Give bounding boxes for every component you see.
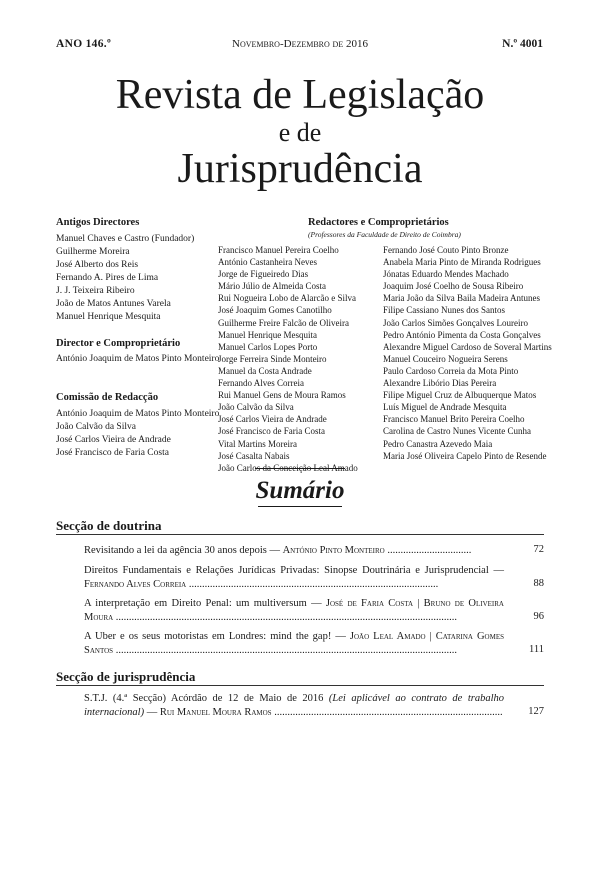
toc-entry-author: José de Faria Costa | Bruno de Oliveira Moura xyxy=(84,598,504,623)
redactor-item: Anabela Maria Pinto de Miranda Rodrigues xyxy=(383,257,541,268)
jurisprudencia-rule xyxy=(56,685,544,686)
antigos-item: Manuel Chaves e Castro (Fundador) xyxy=(56,234,195,244)
comissao-list xyxy=(56,408,219,460)
redactor-item: José Carlos Vieira de Andrade xyxy=(218,414,327,425)
journal-title-line3: Jurisprudência xyxy=(177,146,423,192)
toc-entry-page: 88 xyxy=(533,578,544,589)
comissao-item: João Calvão da Silva xyxy=(56,422,136,432)
redactor-item: João Carlos da Conceição Leal Amado xyxy=(218,462,358,473)
toc-entry-title: Revisitando a lei da agência 30 anos depois — xyxy=(84,545,283,556)
toc-entry-author: António Pinto Monteiro xyxy=(282,545,385,556)
toc-leader: .................................................................................................................................. xyxy=(113,612,458,623)
sumario-underline xyxy=(258,506,342,507)
redactores-col2 xyxy=(383,244,552,462)
toc-entry[interactable] xyxy=(84,630,504,658)
redactor-item: Pedro Canastra Azevedo Maia xyxy=(383,438,493,449)
sumario-top-rule xyxy=(255,468,345,469)
comissao-item: José Francisco de Faria Costa xyxy=(56,448,169,458)
redactor-item: Jorge Ferreira Sinde Monteiro xyxy=(218,353,327,364)
redactores-subheading: (Professores da Faculdade de Direito de Coimbra) xyxy=(308,230,461,239)
antigos-item: João de Matos Antunes Varela xyxy=(56,299,171,309)
toc-entry-title: A interpretação em Direito Penal: um multiversum — xyxy=(84,598,326,609)
antigos-heading: Antigos Directores xyxy=(56,217,140,228)
redactor-item: José Francisco de Faria Costa xyxy=(218,426,325,437)
toc-entry-author: Rui Manuel Moura Ramos xyxy=(159,707,272,718)
redactor-item: Vital Martins Moreira xyxy=(218,438,297,449)
toc-entry-title: A Uber e os seus motoristas em Londres: mind the gap! — xyxy=(84,631,350,642)
toc-entry-page: 96 xyxy=(533,611,544,622)
toc-entry-title: S.T.J. (4.ª Secção) Acórdão de 12 de Maio de 2016 xyxy=(84,693,329,704)
comissao-item: José Carlos Vieira de Andrade xyxy=(56,435,171,445)
doutrina-rule xyxy=(56,534,544,535)
jurisprudencia-heading: Secção de jurisprudência xyxy=(56,669,196,684)
redactor-item: José Casalta Nabais xyxy=(218,450,290,461)
toc-entry-author: Fernando Alves Correia xyxy=(84,579,187,590)
toc-entry-sep: — xyxy=(144,707,160,718)
redactores-col1 xyxy=(218,244,358,474)
redactor-item: Rui Nogueira Lobo de Alarcão e Silva xyxy=(218,293,356,304)
redactor-item: Mário Júlio de Almeida Costa xyxy=(218,281,326,292)
antigos-item: Fernando A. Pires de Lima xyxy=(56,273,159,283)
redactor-item: Manuel Couceiro Nogueira Serens xyxy=(383,353,508,364)
redactor-item: Carolina de Castro Nunes Vicente Cunha xyxy=(383,426,532,437)
journal-title-line1: Revista de Legislação xyxy=(115,72,485,118)
director-item: António Joaquim de Matos Pinto Monteiro xyxy=(56,354,220,364)
redactor-item: António Castanheira Neves xyxy=(218,257,317,268)
toc-entry-author: João Leal Amado | Catarina Gomes Santos xyxy=(84,631,504,656)
redactor-item: Alexandre Libório Dias Pereira xyxy=(383,378,497,389)
redactor-item: Filipe Miguel Cruz de Albuquerque Matos xyxy=(383,390,537,401)
toc-entry-page: 127 xyxy=(528,706,544,717)
toc-entry-subtitle: (Lei aplicável ao contrato de trabalho internacional) xyxy=(84,693,504,718)
redactor-item: Guilherme Freire Falcão de Oliveira xyxy=(218,317,349,328)
redactor-item: Jorge de Figueiredo Dias xyxy=(218,269,309,280)
comissao-item: António Joaquim de Matos Pinto Monteiro xyxy=(56,409,220,419)
toc-entry-page: 111 xyxy=(529,644,544,655)
redactor-item: Alexandre Miguel Cardoso de Soveral Martins xyxy=(383,341,552,352)
redactor-item: Fernando José Couto Pinto Bronze xyxy=(383,245,509,255)
redactor-item: Francisco Manuel Brito Pereira Coelho xyxy=(383,414,525,425)
toc-leader: ............................................................................................... xyxy=(186,579,439,590)
redactor-item: Pedro António Pimenta da Costa Gonçalves xyxy=(383,329,541,340)
redactor-item: Francisco Manuel Pereira Coelho xyxy=(218,245,339,255)
issue-number: N.º 4001 xyxy=(502,38,543,50)
redactores-heading: Redactores e Comproprietários xyxy=(308,217,449,228)
redactor-item: Luís Miguel de Andrade Mesquita xyxy=(383,402,507,413)
redactor-item: Filipe Cassiano Nunes dos Santos xyxy=(383,305,506,316)
antigos-item: Manuel Henrique Mesquita xyxy=(56,312,161,322)
redactor-item: Paulo Cardoso Correia da Mota Pinto xyxy=(383,365,519,376)
toc-leader: ................................ xyxy=(384,545,472,556)
redactor-item: Fernando Alves Correia xyxy=(218,378,304,389)
toc-entry-title: Direitos Fundamentais e Relações Jurídicas Privadas: Sinopse Doutrinária e Jurisprudencial — xyxy=(84,565,504,576)
journal-title-line2: e de xyxy=(278,118,322,147)
redactor-item: Maria João da Silva Baila Madeira Antunes xyxy=(383,293,540,304)
director-heading: Director e Comproprietário xyxy=(56,338,181,349)
redactor-item: Rui Manuel Gens de Moura Ramos xyxy=(218,390,346,401)
toc-leader: .................................................................................................................................. xyxy=(113,645,457,656)
director-list xyxy=(56,353,219,366)
antigos-item: J. J. Teixeira Ribeiro xyxy=(56,286,135,296)
antigos-item: José Alberto dos Reis xyxy=(56,260,139,270)
doutrina-heading: Secção de doutrina xyxy=(56,518,162,533)
redactor-item: Maria José Oliveira Capelo Pinto de Resende xyxy=(383,450,547,461)
redactor-item: João Carlos Simões Gonçalves Loureiro xyxy=(383,317,528,328)
toc-entry[interactable] xyxy=(84,597,504,625)
redactor-item: João Calvão da Silva xyxy=(218,402,294,413)
redactor-item: José Joaquim Gomes Canotilho xyxy=(218,305,332,316)
redactor-item: Manuel da Costa Andrade xyxy=(218,365,312,376)
redactor-item: Manuel Carlos Lopes Porto xyxy=(218,341,318,352)
issue-year: ANO 146.º xyxy=(56,38,112,50)
sumario-heading: Sumário xyxy=(255,477,345,504)
comissao-heading: Comissão de Redacção xyxy=(56,392,159,403)
redactor-item: Manuel Henrique Mesquita xyxy=(218,329,317,340)
toc-entry-page: 72 xyxy=(533,544,544,555)
redactor-item: Jónatas Eduardo Mendes Machado xyxy=(383,269,509,280)
toc-leader: ....................................................................................... xyxy=(271,707,503,718)
antigos-item: Guilherme Moreira xyxy=(56,247,130,257)
issue-period: Novembro-Dezembro de 2016 xyxy=(232,38,368,50)
toc-entry[interactable] xyxy=(84,564,504,592)
redactor-item: Joaquim José Coelho de Sousa Ribeiro xyxy=(383,281,524,292)
toc-entry[interactable] xyxy=(84,544,514,558)
antigos-list xyxy=(56,233,194,324)
toc-entry[interactable] xyxy=(84,692,504,720)
